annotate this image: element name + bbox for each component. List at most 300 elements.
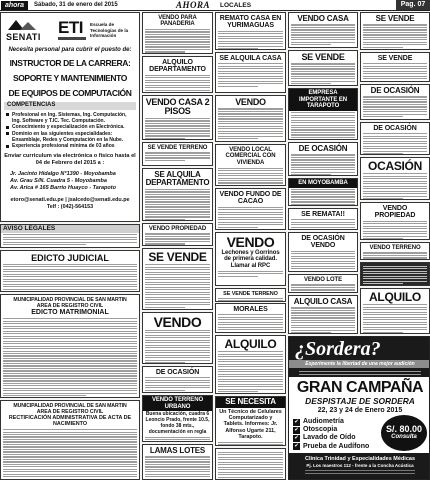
small-print-line [218, 361, 283, 362]
small-print-line [363, 136, 427, 137]
address-line: Jr. Jacinto Hidalgo N°1390 - Moyobamba [10, 170, 116, 177]
ad-title: OCASIÓN [368, 158, 422, 173]
small-print-line [145, 469, 210, 470]
small-print-line [218, 123, 283, 124]
small-print-line [218, 273, 283, 274]
ad-body-text [218, 108, 283, 139]
small-print-line [363, 78, 427, 79]
small-print-line [291, 317, 355, 318]
small-print-line [291, 229, 331, 230]
small-print-line [218, 108, 283, 109]
competency-item [4, 112, 136, 124]
small-print-line [363, 151, 427, 152]
small-print-line [3, 368, 137, 369]
small-print-line [145, 337, 210, 338]
page-number: Pag. 07 [396, 0, 430, 10]
small-print-line [218, 464, 283, 465]
ad-title: VENDO FUNDO DE CACAO [219, 190, 282, 205]
small-print-line [218, 180, 283, 181]
small-print-line [363, 236, 427, 237]
small-print-line [363, 29, 427, 30]
small-print-line [218, 454, 283, 455]
small-print-line [363, 148, 427, 149]
ad-title: DE OCASIÓN [370, 85, 420, 95]
small-print-line [363, 221, 427, 222]
small-print-line [218, 371, 283, 372]
small-print-line [291, 139, 355, 140]
ad-body: Un Técnico de Celulares Computarizado y Tablets. Informes: Jr. Alfonso Ugarte 211, Tarapoto. [219, 408, 282, 441]
small-print-line [363, 71, 427, 72]
small-print-line [363, 238, 403, 239]
ad-title: VENDO [235, 96, 266, 107]
small-print-line [145, 439, 210, 440]
small-print-line [363, 178, 427, 179]
classified-ad [360, 12, 430, 50]
small-print-line [363, 266, 427, 267]
edict-title: EDICTO MATRIMONIAL [31, 308, 109, 316]
small-print-line [291, 284, 355, 285]
small-print-line [218, 170, 283, 171]
small-print-line [145, 461, 210, 462]
small-print-line [363, 324, 427, 325]
registry-area: AREA DE REGISTRO CIVIL [36, 408, 104, 415]
job-lead: Necesita personal para cubrir el puesto de: [8, 47, 132, 53]
small-print-line [363, 198, 403, 199]
classified-ad [215, 288, 286, 302]
small-print-line [299, 371, 421, 372]
legal-notices-title: AVISO LEGALES [1, 225, 139, 233]
small-print-line [218, 351, 283, 352]
small-print-line [145, 385, 210, 386]
small-print-line [145, 219, 185, 220]
ad-title: SE VENDE TERRENO [147, 144, 208, 151]
small-print-line [218, 133, 283, 134]
classified-ad [142, 248, 213, 310]
small-print-line [218, 66, 283, 67]
small-print-line [291, 312, 355, 313]
small-print-line [3, 318, 137, 319]
ad-title: VENDO TERRENO [369, 244, 421, 251]
small-print-line [218, 182, 283, 183]
small-print-line [3, 375, 137, 376]
small-print-line [291, 327, 355, 328]
small-print-line [291, 251, 355, 252]
services-list [293, 418, 379, 451]
small-print-line [145, 196, 210, 197]
ad-title: EN MOYOBAMBA [289, 179, 357, 188]
ad-title: MORALES [233, 305, 268, 313]
small-print-line [145, 362, 185, 363]
small-print-line [3, 351, 137, 352]
small-print-line [291, 117, 355, 118]
small-print-line [218, 444, 283, 445]
small-print-line [363, 47, 403, 48]
small-print-line [145, 279, 210, 280]
small-print-line [3, 244, 86, 245]
small-print-line [3, 336, 137, 337]
ad-title: SE REMATA!! [301, 210, 345, 218]
small-print-line [218, 391, 258, 392]
small-print-line [145, 471, 210, 472]
small-print-line [145, 352, 210, 353]
notice-body-text [3, 234, 137, 245]
ad-title: VENDO CASA 2 PISOS [145, 96, 210, 117]
small-print-line [218, 359, 283, 360]
small-print-line [291, 132, 355, 133]
small-print-line [3, 385, 137, 386]
small-print-line [291, 34, 355, 35]
small-print-line [218, 472, 283, 473]
ad-title: SE VENDE [148, 249, 207, 264]
small-print-line [145, 46, 210, 47]
small-print-line [218, 83, 283, 84]
small-print-line [218, 68, 283, 69]
classified-ad [215, 232, 286, 286]
small-print-line [363, 32, 427, 33]
small-print-line [3, 390, 137, 391]
small-print-line [145, 264, 210, 265]
small-print-line [145, 299, 210, 300]
small-print-line [291, 219, 355, 220]
small-print-line [291, 268, 355, 269]
classified-ad [142, 95, 213, 140]
small-print-line [218, 207, 283, 208]
masthead-logo: ahora [1, 1, 28, 10]
service-label: Lavado de Oído [303, 434, 356, 442]
small-print-line [145, 302, 210, 303]
edict-title: RECTIFICACIÓN ADMINISTRATIVA DE ACTA DE NACIMIENTO [8, 414, 132, 428]
ad-title: VENDO PARA PANADERIA [158, 14, 197, 28]
ad-body-text [291, 24, 355, 45]
classified-ad [360, 157, 430, 200]
competencies-label: COMPETENCIAS [4, 102, 136, 110]
small-print-line [291, 204, 355, 205]
small-print-line [145, 204, 210, 205]
small-print-line [218, 212, 283, 213]
small-print-line [145, 474, 210, 475]
ad-body-text [291, 307, 355, 333]
small-print-line [363, 99, 427, 100]
small-print-line [145, 152, 210, 153]
ad-body-text [218, 314, 283, 333]
small-print-line [145, 282, 210, 283]
competency-text: Profesional en Ing. Sistemas, Ing. Computación, Ing. Software y T.IC. Tec. Computación. [12, 111, 127, 124]
small-print-line [218, 384, 283, 385]
eti-logo-text: ETI [58, 18, 83, 37]
small-print-line [291, 29, 355, 30]
small-print-line [145, 476, 210, 477]
small-print-line [218, 38, 283, 39]
small-print-line [218, 379, 283, 380]
small-print-line [363, 183, 427, 184]
small-print-line [218, 31, 283, 32]
small-print-line [3, 331, 137, 332]
ad-title: DE OCASIÓN [298, 143, 348, 153]
small-print-line [218, 76, 283, 77]
small-print-line [145, 330, 210, 331]
small-print-line [363, 111, 427, 112]
small-print-line [3, 279, 137, 280]
campaign-dates: 22, 23 y 24 de Enero 2015 [317, 407, 403, 414]
clinic-address: Pj. Los maestros 112 - frente a la Concha Acústica [306, 463, 414, 468]
classified-ad [360, 262, 430, 286]
ad-body-text [145, 330, 210, 363]
small-print-line [218, 442, 283, 443]
small-print-line [291, 199, 355, 200]
small-print-line [218, 381, 283, 382]
small-print-line [363, 66, 427, 67]
small-print-line [145, 199, 210, 200]
small-print-line [291, 194, 355, 195]
ad-body-text [363, 24, 427, 48]
ad-body-text [363, 221, 427, 240]
small-print-line [145, 277, 210, 278]
classified-ad [142, 366, 213, 393]
small-print-line [291, 81, 355, 82]
small-print-line [218, 126, 283, 127]
small-print-line [3, 434, 137, 435]
small-print-line [363, 233, 427, 234]
small-print-line [218, 136, 283, 137]
small-print-line [3, 446, 137, 447]
small-print-line [3, 373, 137, 374]
classified-ad [360, 242, 430, 260]
ad-title: VENDO [153, 313, 202, 330]
ad-body-text [291, 154, 355, 175]
small-print-line [145, 191, 210, 192]
classified-ad [215, 188, 286, 230]
classified-ad [288, 232, 358, 272]
ad-body: Lechones y Gorrinos de primera calidad. [221, 249, 280, 263]
small-print-line [218, 354, 283, 355]
small-print-line [363, 116, 403, 117]
small-print-line [291, 154, 355, 155]
small-print-line [145, 387, 210, 388]
small-print-line [145, 357, 210, 358]
small-print-line [145, 160, 185, 161]
competencies-list [4, 112, 136, 150]
small-print-line [218, 271, 283, 272]
competency-text: Dominio en las siguientes especialidades: Ensamblaje, Redes y Computación en la Nube. [12, 130, 124, 143]
small-print-line [363, 278, 427, 279]
small-print-line [291, 325, 355, 326]
small-print-line [218, 73, 283, 74]
small-print-line [363, 307, 427, 308]
classified-ad [142, 444, 213, 480]
classified-ad [215, 95, 286, 142]
small-print-line [3, 321, 137, 322]
small-print-line [145, 241, 210, 242]
small-print-line [145, 269, 210, 270]
ad-body-text [218, 63, 283, 87]
small-print-line [3, 284, 137, 285]
small-print-line [145, 289, 210, 290]
price-amount: S/. 80.00 [385, 424, 423, 434]
small-print-line [291, 266, 355, 267]
small-print-line [291, 258, 355, 259]
small-print-line [218, 86, 258, 87]
ad-body-text [291, 63, 355, 84]
small-print-line [145, 377, 210, 378]
ad-title: SE VENDE [375, 13, 415, 23]
small-print-line [145, 287, 210, 288]
ad-body-text [145, 118, 210, 139]
contact-emails: etoro@senati.edu.pe | jsalcedo@senati.edu.pe [10, 196, 130, 203]
small-print-line [363, 231, 427, 232]
small-print-line [145, 437, 210, 438]
small-print-line [291, 164, 355, 165]
small-print-line [3, 436, 137, 437]
classified-ad [288, 88, 358, 140]
small-print-line [363, 329, 427, 330]
section-name: LOCALES [220, 2, 252, 9]
small-print-line [145, 297, 210, 298]
classified-ad [215, 144, 286, 186]
ad-body-text [291, 219, 355, 230]
small-print-line [145, 360, 210, 361]
small-print-line [145, 87, 210, 88]
small-print-line [218, 222, 283, 223]
check-icon: ✔ [294, 443, 299, 450]
small-print-line [145, 211, 210, 212]
small-print-line [3, 383, 137, 384]
small-print-line [145, 355, 210, 356]
small-print-line [291, 191, 355, 192]
small-print-line [145, 380, 210, 381]
small-print-line [3, 363, 137, 364]
ad-body-text [145, 233, 210, 244]
eti-logo-bar [58, 37, 86, 40]
ad-body-text [363, 173, 427, 199]
small-print-line [145, 464, 210, 465]
edict-body-text [3, 264, 137, 292]
small-print-line [145, 292, 210, 293]
small-print-line [291, 322, 355, 323]
small-print-line [3, 281, 137, 282]
small-print-line [291, 125, 355, 126]
small-print-line [218, 46, 283, 47]
small-print-line [363, 257, 427, 258]
contact-phone: Telf : (042)-564153 [46, 203, 94, 210]
small-print-line [145, 201, 210, 202]
small-print-line [291, 167, 355, 168]
small-print-line [218, 41, 283, 42]
small-print-line [291, 310, 355, 311]
small-print-line [363, 146, 427, 147]
small-print-line [145, 243, 185, 244]
small-print-line [363, 309, 427, 310]
edict-body-text [3, 318, 137, 396]
small-print-line [218, 173, 283, 174]
small-print-line [363, 255, 427, 256]
small-print-line [3, 358, 137, 359]
classified-ad [215, 448, 286, 480]
small-print-line [299, 374, 421, 375]
ad-body-text [363, 252, 427, 260]
small-print-line [363, 312, 427, 313]
small-print-line [363, 317, 427, 318]
application-instructions: Enviar curriculum via electrónica o físico hasta el 04 de Febrero del 2015 a : [4, 153, 136, 167]
birth-record-rectification [0, 400, 140, 480]
small-print-line [218, 389, 283, 390]
small-print-line [145, 214, 210, 215]
ad-title: VENDO LOCAL COMERCIAL CON VIVIENDA [225, 146, 276, 166]
competency-item [4, 143, 136, 149]
small-print-line [3, 461, 137, 462]
service-item [293, 443, 379, 451]
small-print-line [291, 24, 355, 25]
ad-body-text [145, 75, 210, 93]
small-print-line [363, 109, 427, 110]
small-print-line [291, 134, 355, 135]
classified-ad [142, 223, 213, 246]
small-print-line [3, 378, 137, 379]
ad-body-text [145, 152, 210, 161]
small-print-line [291, 68, 355, 69]
ad-title: SE ALQUILA CASA [219, 54, 282, 62]
small-print-line [145, 189, 210, 190]
ad-body-text [218, 207, 283, 228]
small-print-line [363, 104, 427, 105]
small-print-line [145, 304, 210, 305]
small-print-line [3, 286, 137, 287]
small-print-line [145, 456, 210, 457]
small-print-line [363, 176, 427, 177]
small-print-line [3, 346, 137, 347]
small-print-line [291, 196, 355, 197]
ad-body-text [291, 284, 355, 293]
classified-ad [360, 52, 430, 82]
small-print-line [363, 271, 427, 272]
small-print-line [3, 328, 137, 329]
small-print-line [145, 51, 185, 52]
ad-title: VENDO CASA [297, 13, 349, 23]
small-print-line [291, 44, 331, 45]
small-print-line [291, 159, 355, 160]
small-print-line [218, 462, 283, 463]
small-print-line [363, 27, 427, 28]
small-print-line [218, 324, 283, 325]
small-print-line [291, 287, 355, 288]
small-print-line [291, 37, 355, 38]
small-print-line [363, 68, 427, 69]
small-print-line [145, 350, 210, 351]
classified-ad [215, 396, 286, 446]
service-item [293, 426, 379, 434]
ad-title: VENDO TERRENO URBANO [143, 396, 212, 411]
small-print-line [145, 209, 210, 210]
small-print-line [218, 376, 283, 377]
small-print-line [363, 283, 403, 284]
service-item [293, 434, 379, 442]
small-print-line [218, 356, 283, 357]
small-print-line [363, 76, 427, 77]
small-print-line [218, 329, 283, 330]
small-print-line [363, 252, 427, 253]
classified-ad [288, 208, 358, 230]
ad-body-text [145, 456, 210, 480]
small-print-line [3, 274, 137, 275]
small-print-line [145, 123, 210, 124]
small-print-line [3, 471, 137, 472]
small-print-line [3, 343, 137, 344]
small-print-line [145, 44, 210, 45]
ad-body-text [291, 251, 355, 272]
ad-title: SE VENDE [301, 51, 345, 62]
ad-title: DE OCASIÓN [155, 368, 200, 376]
small-print-line [3, 264, 137, 265]
small-print-line [3, 451, 137, 452]
